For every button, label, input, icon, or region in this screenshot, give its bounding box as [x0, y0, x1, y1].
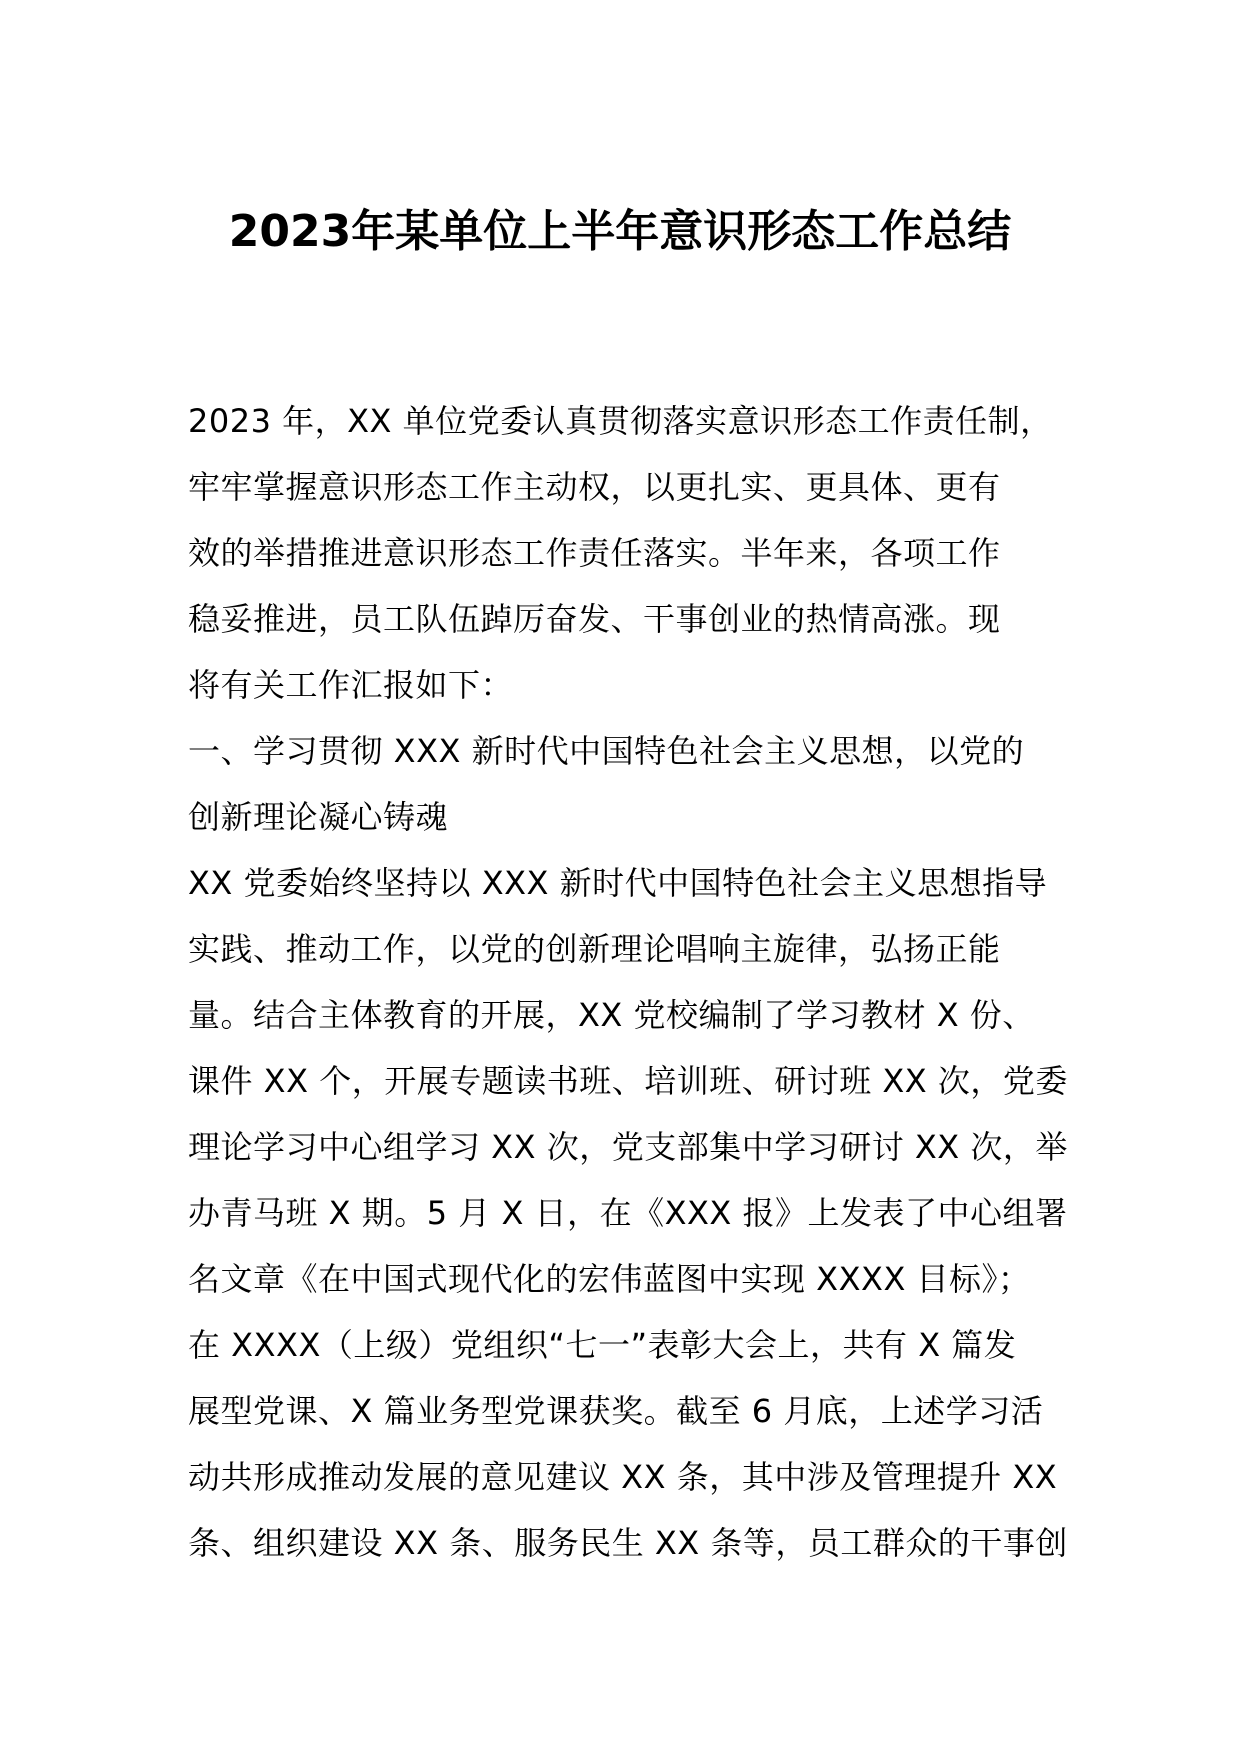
body-line: 展型党课、X 篇业务型党课获奖。截至 6 月底，上述学习活: [188, 1392, 1044, 1430]
body-line: 名文章《在中国式现代化的宏伟蓝图中实现 XXXX 目标》；: [188, 1260, 1031, 1298]
body-line: XX 党委始终坚持以 XXX 新时代中国特色社会主义思想指导: [188, 864, 1048, 902]
body-line: 牢牢掌握意识形态工作主动权，以更扎实、更具体、更有: [188, 468, 1001, 506]
body-line: 条、组织建设 XX 条、服务民生 XX 条等，员工群众的干事创: [188, 1524, 1068, 1562]
body-line: 实践、推动工作，以党的创新理论唱响主旋律，弘扬正能: [188, 930, 1001, 968]
body-line: 办青马班 X 期。5 月 X 日，在《XXX 报》上发表了中心组署: [188, 1194, 1068, 1232]
section-heading-line: 一、学习贯彻 XXX 新时代中国特色社会主义思想，以党的: [188, 732, 1025, 770]
body-line: 理论学习中心组学习 XX 次，党支部集中学习研讨 XX 次，举: [188, 1128, 1068, 1166]
body-line: 量。结合主体教育的开展，XX 党校编制了学习教材 X 份、: [188, 996, 1035, 1034]
document-title: 2023年某单位上半年意识形态工作总结: [228, 206, 1012, 257]
body-line: 效的举措推进意识形态工作责任落实。半年来，各项工作: [188, 534, 1001, 572]
body-line: 在 XXXX（上级）党组织“七一”表彰大会上，共有 X 篇发: [188, 1326, 1017, 1364]
body-line: 稳妥推进，员工队伍踔厉奋发、干事创业的热情高涨。现: [188, 600, 1001, 638]
document-body: [188, 388, 1068, 1576]
body-line: 将有关工作汇报如下：: [188, 666, 514, 704]
body-line: 课件 XX 个，开展专题读书班、培训班、研讨班 XX 次，党委: [188, 1062, 1068, 1100]
body-line: 2023 年，XX 单位党委认真贯彻落实意识形态工作责任制，: [188, 402, 1053, 440]
section-heading-line: 创新理论凝心铸魂: [188, 798, 449, 836]
body-line: 动共形成推动发展的意见建议 XX 条，其中涉及管理提升 XX: [188, 1458, 1058, 1496]
